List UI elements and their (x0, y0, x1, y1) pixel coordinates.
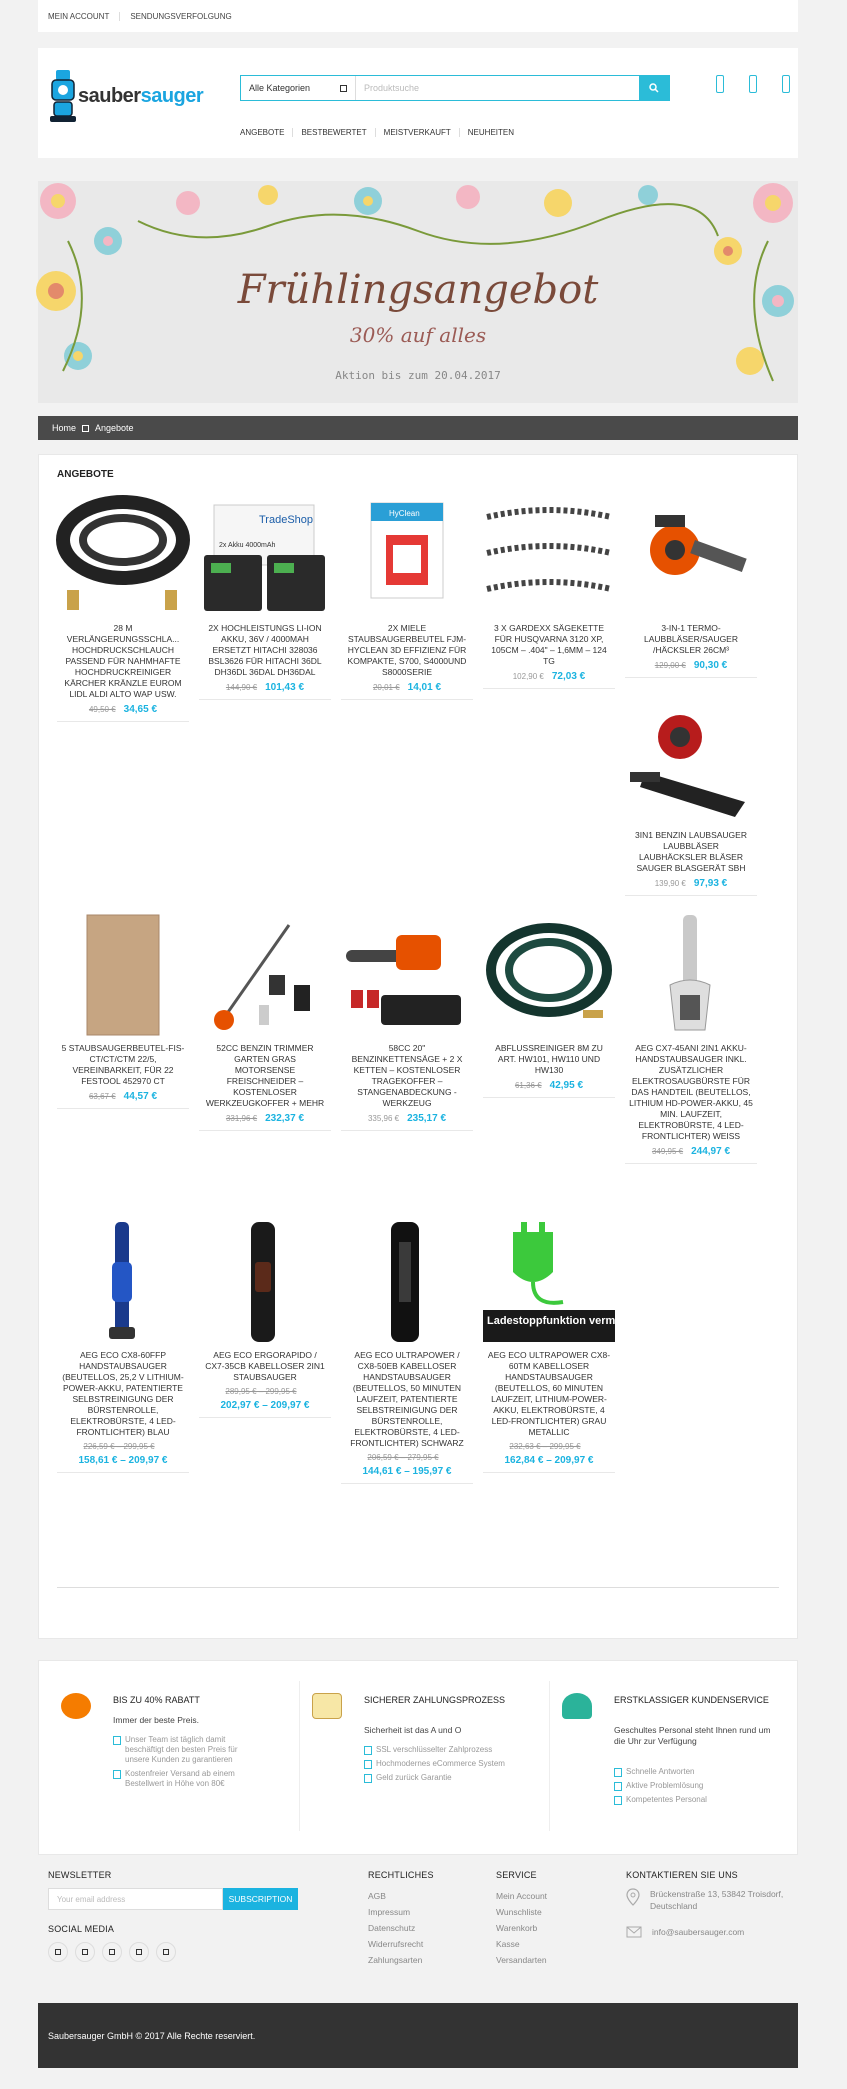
banner-note: Aktion bis zum 20.04.2017 (335, 369, 501, 382)
product-name[interactable]: 3IN1 BENZIN LAUBSAUGER LAUBBLÄSER LAUBHÄCKSLER BLÄSER SAUGER BLASGERÄT SBH (635, 830, 747, 873)
section-title: ANGEBOTE (57, 469, 114, 480)
feature-service (549, 1681, 799, 1831)
product-card[interactable] (341, 1222, 473, 1484)
header (38, 48, 798, 158)
product-price-new: 162,84 € – 209,97 € (504, 1455, 594, 1466)
service-link-account[interactable]: Mein Account (496, 1891, 548, 1901)
brand-label: TradeShop (259, 514, 314, 526)
product-image-caption: 2x Akku 4000mAh (219, 542, 276, 549)
social-title: SOCIAL MEDIA (48, 1924, 115, 1934)
my-account-link[interactable]: MEIN ACCOUNT (48, 12, 120, 21)
legal-link-zahlungsarten[interactable]: Zahlungsarten (368, 1955, 423, 1965)
product-image[interactable] (625, 702, 757, 822)
service-title: SERVICE (496, 1870, 537, 1880)
feature-list-item: Geld zurück Garantie (364, 1773, 514, 1783)
breadcrumb (38, 416, 798, 440)
service-link-shipping[interactable]: Versandarten (496, 1955, 547, 1965)
feature-list-item: Aktive Problemlösung (614, 1781, 764, 1791)
product-name[interactable]: AEG CX7-45ANI 2IN1 AKKU-HANDSTAUBSAUGER INKL. ZUSÄTZLICHER ELEKTROSAUGBÜRSTE FÜR DAS HANDTEIL (BEUTELLOS, LITHIUM HD-POWER-AKKU, 45 MIN. LAUFZEIT, ELEKTROBÜRSTE, 4 LED-FRONTLICHTER) WEISS (629, 1043, 753, 1141)
features-section (38, 1660, 798, 1855)
product-price: 289,95 € – 299,95 € (225, 1387, 297, 1396)
product-name[interactable]: 3-IN-1 TERMO-LAUBBLÄSER/SAUGER /HÄCKSLER 26CM³ (643, 623, 738, 655)
product-price-new: 144,61 € – 195,97 € (362, 1466, 452, 1477)
feature-discount (49, 1681, 299, 1831)
nav-item-angebote[interactable]: ANGEBOTE (240, 128, 293, 137)
feature-list (113, 1735, 263, 1793)
copyright-text: Saubersauger GmbH © 2017 Alle Rechte reserviert. (48, 2030, 256, 2041)
order-tracking-link[interactable]: SENDUNGSVERFOLGUNG (130, 11, 232, 21)
search-input[interactable]: Produktsuche (364, 83, 420, 93)
top-bar (38, 0, 798, 32)
product-image[interactable] (483, 915, 615, 1035)
product-price: 61,36 € 42,95 € (514, 1080, 584, 1091)
product-card[interactable] (341, 915, 473, 1131)
map-pin-icon (626, 1888, 640, 1906)
contact-column (626, 1870, 796, 1952)
product-card[interactable] (199, 915, 331, 1131)
product-price-new: 202,97 € – 209,97 € (220, 1400, 310, 1411)
header-icons (716, 75, 798, 93)
product-price: 63,67 € 44,57 € (88, 1091, 158, 1102)
twitter-icon[interactable] (75, 1942, 95, 1962)
search-button[interactable] (639, 76, 669, 100)
legal-link-agb[interactable]: AGB (368, 1891, 386, 1901)
feature-list-item: Hochmodernes eCommerce System (364, 1759, 514, 1769)
product-card[interactable] (483, 495, 615, 689)
product-name[interactable]: AEG ECO ULTRAPOWER / CX8-50EB KABELLOSER HANDSTAUBSAUGER (BEUTELLOS, 50 MINUTEN LAUFZEIT, PATENTIERTE SELBSTREINIGUNG DER BÜRSTENROLLE, ELEKTROBÜRSTE, 4 LED-FRONTLICHTER) SCHWARZ (350, 1350, 464, 1448)
feature-list-item: Unser Team ist täglich damit beschäftigt den besten Preis für unsere Kunden zu garantieren (113, 1735, 263, 1765)
product-price: 144,90 € 101,43 € (225, 682, 305, 693)
product-price: 20,01 € 14,01 € (372, 682, 442, 693)
feature-payment (299, 1681, 549, 1831)
search-icon (649, 83, 659, 93)
product-card[interactable] (199, 495, 331, 700)
newsletter-column (48, 1870, 308, 1962)
feature-list-item: Schnelle Antworten (614, 1767, 764, 1777)
product-price: 129,00 € 90,30 € (654, 660, 728, 671)
feature-title: SICHERER ZAHLUNGSPROZESS (364, 1695, 506, 1705)
product-image[interactable] (483, 1222, 691, 1342)
service-link-checkout[interactable]: Kasse (496, 1939, 520, 1949)
product-price: 349,95 € 244,97 € (651, 1146, 731, 1157)
search-bar (240, 75, 670, 101)
banner-subtitle: 30% auf alles (349, 323, 487, 347)
product-image[interactable] (341, 1222, 473, 1342)
chevron-down-icon (340, 85, 347, 92)
feature-subtitle: Immer der beste Preis. (113, 1715, 199, 1725)
feature-list-item: SSL verschlüsselter Zahlprozess (364, 1745, 514, 1755)
site-logo[interactable] (48, 68, 203, 124)
contact-title: KONTAKTIEREN SIE UNS (626, 1870, 738, 1880)
nav-item-neuheiten[interactable]: NEUHEITEN (467, 128, 515, 137)
brand-label: HyClean (389, 509, 420, 518)
product-card[interactable] (57, 495, 189, 722)
product-card[interactable] (483, 1222, 691, 1473)
logo-text: saubersauger (78, 84, 204, 107)
feature-title: ERSTKLASSIGER KUNDENSERVICE (614, 1695, 769, 1705)
product-name[interactable]: AEG ECO ULTRAPOWER CX8-60TM KABELLOSER HANDSTAUBSAUGER (BEUTELLOS, 60 MINUTEN LAUFZEIT, LITHIUM-POWER-AKKU, ELEKTROBÜRSTE, 4 LED-FRONTLICHTER) GRAU METALLIC (487, 1350, 611, 1437)
facebook-icon[interactable] (48, 1942, 68, 1962)
service-link-wishlist[interactable]: Wunschliste (496, 1907, 542, 1917)
product-image[interactable] (625, 495, 757, 615)
footer (38, 1865, 798, 1995)
newsletter-title: NEWSLETTER (48, 1870, 112, 1880)
logo-vacuum-icon (48, 68, 78, 124)
certificate-icon (312, 1693, 342, 1719)
product-price: 331,96 € 232,37 € (225, 1113, 305, 1124)
product-image[interactable] (199, 495, 331, 615)
feature-list-item: Kostenfreier Versand ab einem Bestellwert in Höhe von 80€ (113, 1769, 263, 1789)
section-divider (57, 1587, 779, 1588)
feature-subtitle: Geschultes Personal steht Ihnen rund um die Uhr zur Verfügung (614, 1725, 771, 1746)
product-image[interactable] (341, 915, 473, 1035)
product-image[interactable] (483, 495, 615, 615)
product-card[interactable] (57, 915, 189, 1109)
products-panel (38, 454, 798, 1639)
product-image-caption: Ladestoppfunktion vermeidet unnötige (487, 1315, 691, 1327)
social-icons (48, 1942, 308, 1962)
product-name[interactable]: 28 M VERLÄNGERUNGSSCHLA... HOCHDRUCKSCHLAUCH PASSEND FÜR NAHMHAFTE HOCHDRUCKREINIGER KÄRCHER KRÄNZLE EUROM LIDL ALDI ALTO WAP USW. (64, 623, 182, 699)
subscribe-button[interactable]: SUBSCRIPTION (223, 1888, 298, 1910)
product-card[interactable] (625, 495, 757, 678)
chevron-right-icon (82, 425, 89, 432)
contact-address: Brückenstraße 13, 53842 Troisdorf, Deutschland (626, 1888, 796, 1912)
product-name[interactable]: 5 STAUBSAUGERBEUTEL-FIS-CT/CT/CTM 22/5, VEREINBARKEIT, FÜR 22 FESTOOL 452970 CT (61, 1043, 185, 1086)
product-price: 102,90 € 72,03 € (512, 671, 586, 682)
feature-list-item: Kompetentes Personal (614, 1795, 764, 1805)
youtube-icon[interactable] (129, 1942, 149, 1962)
product-name[interactable]: 52CC BENZIN TRIMMER GARTEN GRAS MOTORSENSE FREISCHNEIDER – KOSTENLOSER WERKZEUGKOFFER + MEHR (205, 1043, 325, 1108)
product-price-new: 158,61 € – 209,97 € (78, 1455, 168, 1466)
product-price: 232,63 € – 299,95 € (509, 1442, 581, 1451)
product-name[interactable]: AEG ECO CX8-60FFP HANDSTAUBSAUGER (BEUTELLOS, 25,2 V LITHIUM-POWER-AKKU, PATENTIERTE SELBSTREINIGUNG DER BÜRSTENROLLE, ELEKTROBÜRSTE, 4 LED-FRONTLICHTER) BLAU (62, 1350, 184, 1437)
product-image[interactable] (199, 915, 331, 1035)
product-image[interactable] (341, 495, 473, 615)
newsletter-email-input[interactable]: Your email address (48, 1888, 223, 1910)
mail-icon (626, 1926, 642, 1938)
product-image[interactable] (57, 915, 189, 1035)
breadcrumb-current: Angebote (95, 423, 134, 433)
instagram-icon[interactable] (156, 1942, 176, 1962)
breadcrumb-home[interactable]: Home (52, 423, 77, 433)
service-column (496, 1870, 547, 1968)
legal-column (368, 1870, 434, 1968)
newsletter-form (48, 1888, 308, 1910)
product-price: 49,50 € 34,65 € (88, 704, 158, 715)
nav-item-meistverkauft[interactable]: MEISTVERKAUFT (376, 128, 460, 137)
product-card[interactable] (625, 915, 757, 1164)
product-card[interactable] (625, 702, 757, 896)
copyright-bar (38, 2003, 798, 2068)
wishlist-icon[interactable] (749, 75, 757, 93)
product-name[interactable]: 3 X GARDEXX SÄGEKETTE FÜR HUSQVARNA 3120 XP, 105CM – .404" – 1,6MM – 124 TG (491, 623, 607, 666)
product-card[interactable] (341, 495, 473, 700)
piggy-bank-icon (61, 1693, 91, 1719)
service-link-cart[interactable]: Warenkorb (496, 1923, 538, 1933)
feature-title: BIS ZU 40% RABATT (113, 1695, 200, 1705)
legal-link-impressum[interactable]: Impressum (368, 1907, 411, 1917)
headset-icon (562, 1693, 592, 1719)
product-card[interactable] (483, 915, 615, 1098)
product-price: 226,59 € – 299,95 € (83, 1442, 155, 1451)
nav-item-bestbewertet[interactable]: BESTBEWERTET (293, 128, 375, 137)
google-plus-icon[interactable] (102, 1942, 122, 1962)
product-price: 206,59 € – 279,95 € (367, 1453, 439, 1462)
feature-list (614, 1767, 764, 1809)
product-name[interactable]: 2X HOCHLEISTUNGS LI-ION AKKU, 36V / 4000MAH ERSETZT HITACHI 328036 BSL3626 FÜR HITACHI 36DL DH36DL 36DAL DH36DAL (208, 623, 322, 677)
product-name[interactable]: ABFLUSSREINIGER 8M ZU ART. HW101, HW110 UND HW130 (495, 1043, 603, 1075)
product-name[interactable]: AEG ECO ERGORAPIDO / CX7-35CB KABELLOSER 2IN1 STAUBSAUGER (205, 1350, 325, 1382)
cart-icon[interactable] (782, 75, 790, 93)
category-select[interactable]: Alle Kategorien (241, 76, 356, 100)
product-price: 139,90 € 97,93 € (654, 878, 728, 889)
main-nav (240, 128, 522, 137)
compare-icon[interactable] (716, 75, 724, 93)
banner-title: Frühlingsangebot (237, 267, 599, 313)
product-card[interactable] (199, 1222, 331, 1418)
legal-title: RECHTLICHES (368, 1870, 434, 1880)
feature-list (364, 1745, 514, 1787)
product-card[interactable] (57, 1222, 189, 1473)
legal-link-widerrufsrecht[interactable]: Widerrufsrecht (368, 1939, 424, 1949)
contact-email: info@saubersauger.com (626, 1926, 796, 1938)
product-price: 335,96 € 235,17 € (367, 1113, 447, 1124)
promo-banner[interactable] (38, 181, 798, 403)
legal-link-datenschutz[interactable]: Datenschutz (368, 1923, 416, 1933)
product-name[interactable]: 58CC 20" BENZINKETTENSÄGE + 2 X KETTEN – KOSTENLOSER TRAGEKOFFER – STANGENABDECKUNG -WERKZEUG (351, 1043, 463, 1108)
product-image[interactable] (57, 1222, 189, 1342)
product-image[interactable] (625, 915, 757, 1035)
product-image[interactable] (199, 1222, 331, 1342)
product-image[interactable] (57, 495, 189, 615)
feature-subtitle: Sicherheit ist das A und O (364, 1725, 462, 1735)
product-name[interactable]: 2X MIELE STAUBSAUGERBEUTEL FJM-HYCLEAN 3D EFFIZIENZ FÜR KOMPAKTE, S700, S4000UND S8000SERIE (347, 623, 467, 677)
